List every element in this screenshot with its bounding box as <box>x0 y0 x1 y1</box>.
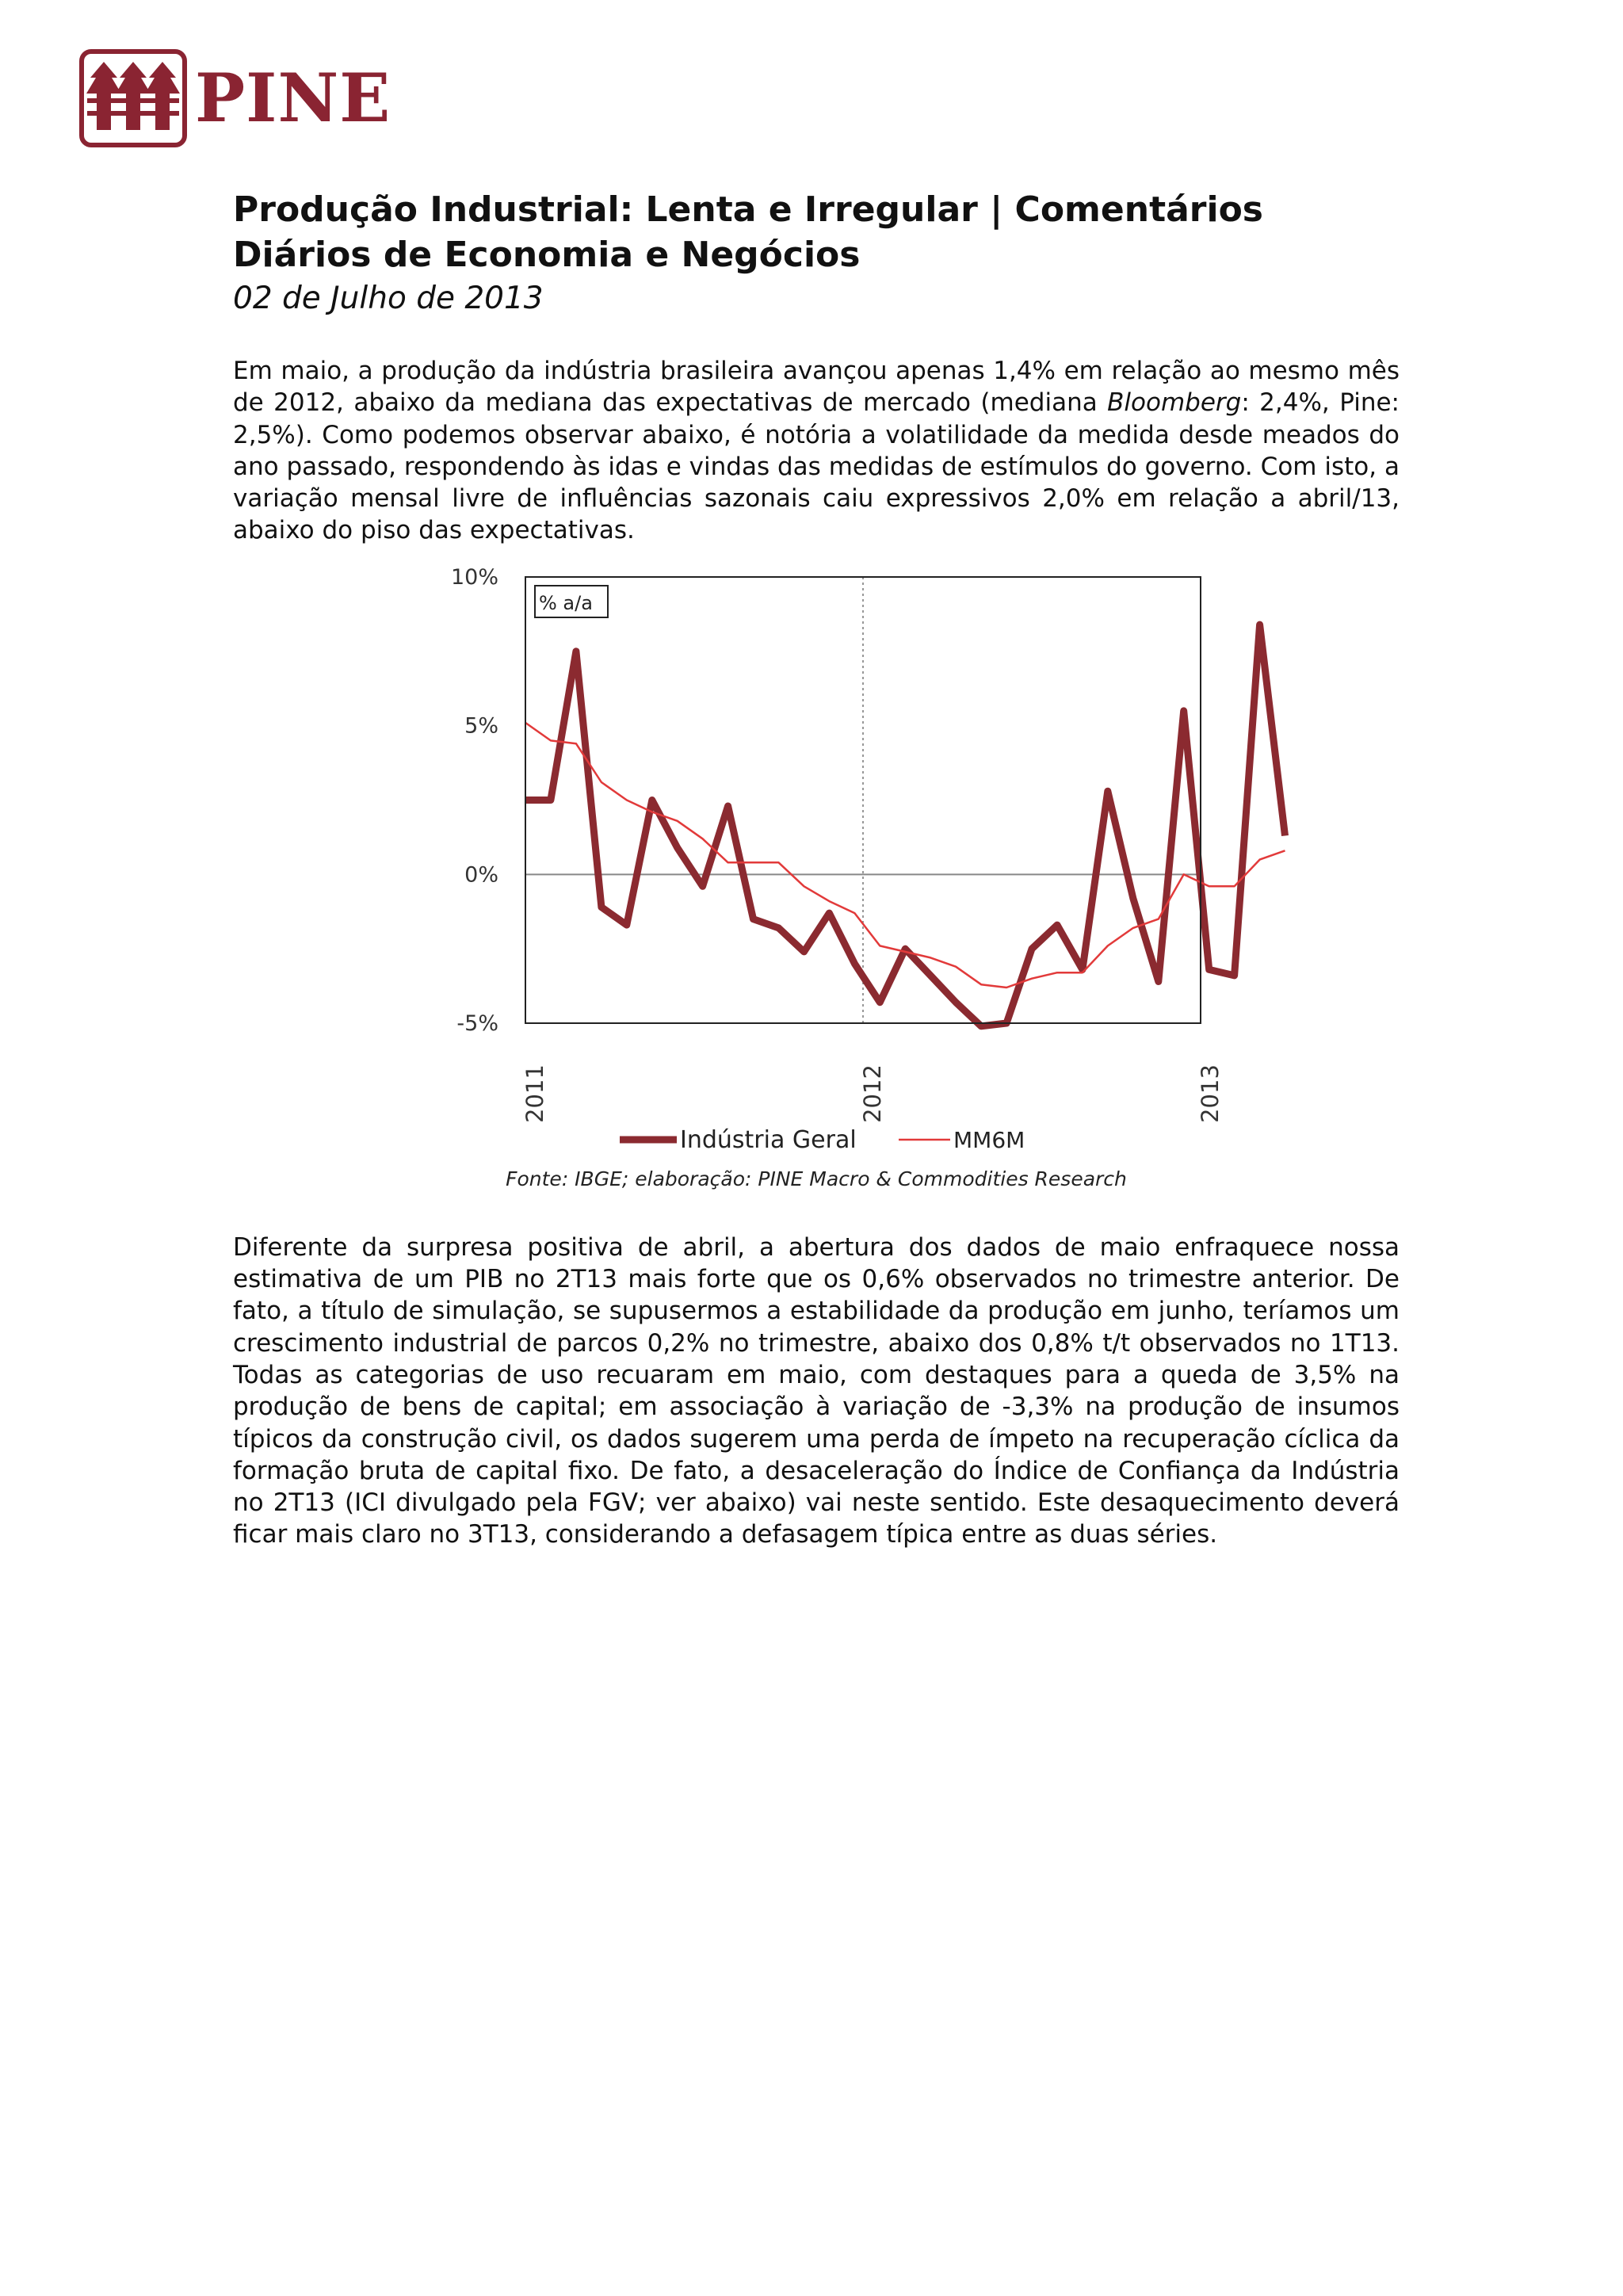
y-tick-label: 10% <box>450 564 498 590</box>
paragraph-intro <box>233 355 1400 547</box>
pine-tree-logo-icon <box>79 49 187 147</box>
legend-label-mm6m: MM6M <box>953 1126 1025 1153</box>
series-line-industria-geral <box>525 625 1285 1026</box>
page-title: Produção Industrial: Lenta e Irregular | Comentários Diários de Economia e Negócios <box>233 189 1263 275</box>
paragraph-analysis: Diferente da surpresa positiva de abril, a abertura dos dados de maio enfraquece nossa estimativa de um PIB no 2T13 mais forte que os 0,6% observados no trimestre anterior. De fato, a título de simulação, se supusermos a estabilidade da produção em junho, teríamos um crescimento industrial de parcos 0,2% no trimestre, abaixo dos 0,8% t/t observados no 1T13. Todas as categorias de uso recuaram em maio, com destaques para a queda de 3,5% na produção de bens de capital; em associação à variação de -3,3% na produção de insumos típicos da construção civil, os dados sugerem uma perda de ímpeto na recuperação cíclica da formação bruta de capital fixo. De fato, a desaceleração do Índice de Confiança da Indústria no 2T13 (ICI divulgado pela FGV; ver abaixo) vai neste sentido. Este desaquecimento deverá ficar mais claro no 3T13, considerando a defasagem típica entre as duas séries. <box>233 1232 1400 1549</box>
paragraph-intro-emphasis: Bloomberg <box>1107 388 1242 418</box>
y-tick-label: -5% <box>456 1010 498 1036</box>
x-tick-label: 2012 <box>859 1064 886 1123</box>
paragraph-intro-part1: Em maio, a produção da indústria brasileira avançou apenas 1,4% em relação ao mesmo mês de 2012, abaixo da mediana das expectativas de mercado (mediana <box>233 357 1400 418</box>
paragraph-intro-part2: : 2,4%, Pine: 2,5%). Como podemos observar abaixo, é notória a volatilidade da medida desde meados do ano passado, respondendo às idas e vindas das medidas de estímulos do governo. Com isto, a variação mensal livre de influências sazonais caiu expressivos 2,0% em relação a abril/13, abaixo do piso das expectativas. <box>233 388 1400 545</box>
document-body <box>233 187 1400 1551</box>
brand-wordmark: PINE <box>195 59 391 137</box>
figure-caption: Fonte: IBGE; elaboração: PINE Macro & Commodities Research <box>506 1167 1127 1190</box>
x-tick-label: 2013 <box>1197 1064 1224 1123</box>
y-tick-label: 0% <box>464 862 498 888</box>
y-tick-label: 5% <box>464 713 498 739</box>
document-date: 02 de Julho de 2013 <box>233 281 544 316</box>
pine-logo <box>79 49 391 147</box>
industrial-production-chart <box>233 547 1400 1232</box>
chart-figure <box>233 547 1400 1232</box>
box-label: % a/a <box>539 591 593 614</box>
legend-label-industria-geral: Indústria Geral <box>680 1125 857 1154</box>
x-tick-label: 2011 <box>521 1064 548 1123</box>
